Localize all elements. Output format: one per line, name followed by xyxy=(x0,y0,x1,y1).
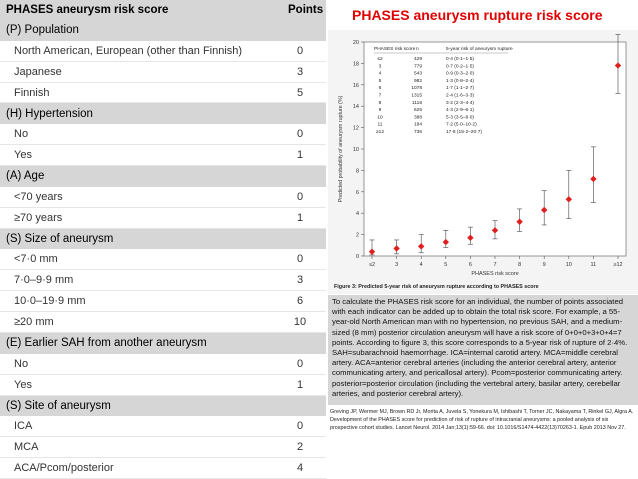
row-points: 0 xyxy=(296,420,304,433)
table-row xyxy=(0,416,326,437)
category-row xyxy=(0,20,326,41)
y-tick-label: 4 xyxy=(355,211,359,218)
table-row xyxy=(0,375,326,396)
x-tick-label: 11 xyxy=(590,262,597,268)
y-tick-label: 16 xyxy=(352,82,359,89)
row-points: 6 xyxy=(296,295,304,308)
chart-title: PHASES aneurysm rupture risk score xyxy=(352,7,603,23)
row-points: 0 xyxy=(296,128,304,141)
table-title: PHASES aneurysm risk score xyxy=(6,4,169,16)
row-label: 7·0–9·9 mm xyxy=(14,274,74,287)
inset-cell-n: 982 xyxy=(413,78,422,84)
table-row xyxy=(0,291,326,312)
table-row xyxy=(0,187,326,208)
row-label: <7·0 mm xyxy=(14,253,58,266)
category-row xyxy=(0,103,326,124)
y-tick-label: 10 xyxy=(352,147,359,153)
table-row xyxy=(0,250,326,271)
inset-cell-risk: 7·2 (5·0–10·2) xyxy=(446,122,477,128)
inset-cell-n: 736 xyxy=(413,130,422,135)
row-points: 2 xyxy=(296,441,304,454)
table-row xyxy=(0,83,326,104)
x-axis-label: PHASES risk score xyxy=(471,271,519,277)
row-label: ≥70 years xyxy=(14,211,63,224)
inset-cell-risk: 1·3 (0·8–2·4) xyxy=(446,78,474,84)
row-points: 10 xyxy=(293,316,307,328)
table-row xyxy=(0,437,326,458)
inset-cell-score: 4 xyxy=(378,71,382,77)
y-tick-label: 2 xyxy=(355,232,359,239)
score-explanation: To calculate the PHASES risk score for an individual, the number of points associated with each indicator can be added up to obtain the total risk score. For example, a 55-year-old North American man with no hypertension, no previous SAH, and a medium-sized (8 mm) posterior circulation aneurysm will have a risk score of 0+0+0+3+0+4=7 points. According to figure 3, this score corresponds to a 5-year risk of rupture of 2·4%. SAH=subarachnoid haemorrhage. ICA=internal carotid artery. MCA=middle cerebral artery. ACA=anterior cerebral arteries (including the anterior cerebral artery, anterior communicating artery, and pericallosal artery). Pcom=posterior communicating artery. posterior=posterior circulation (including the vertebral artery, basilar artery, cerebellar arteries, and posterior cerebral artery). xyxy=(328,295,638,405)
row-label: MCA xyxy=(14,441,39,454)
row-label: ACA/Pcom/posterior xyxy=(14,462,114,475)
inset-cell-risk: 1·7 (1·1–2·7) xyxy=(446,86,474,92)
inset-cell-risk: 4·3 (2·9–6·1) xyxy=(446,108,474,114)
x-tick-label: 8 xyxy=(518,262,522,268)
row-label: ≥20 mm xyxy=(14,316,54,328)
x-tick-label: ≥12 xyxy=(613,262,623,268)
x-tick-label: ≤2 xyxy=(368,262,376,268)
category-row xyxy=(0,333,326,354)
x-tick-label: 7 xyxy=(493,262,497,268)
row-points: 1 xyxy=(296,378,304,391)
inset-cell-n: 1315 xyxy=(411,93,422,99)
inset-cell-n: 1078 xyxy=(411,86,422,92)
inset-cell-score: 8 xyxy=(378,100,382,106)
row-label: North American, European (other than Finnish) xyxy=(14,44,243,57)
category-row xyxy=(0,396,326,417)
table-row xyxy=(0,270,326,291)
risk-figure xyxy=(328,30,638,294)
inset-cell-score: 5 xyxy=(378,78,382,84)
inset-cell-score: 9 xyxy=(378,108,382,114)
inset-cell-n: 779 xyxy=(413,64,422,70)
row-points: 0 xyxy=(296,190,304,203)
table-row xyxy=(0,41,326,62)
row-points: 3 xyxy=(296,65,304,78)
y-tick-label: 14 xyxy=(352,104,359,111)
inset-cell-n: 543 xyxy=(413,71,422,77)
inset-cell-risk: 3·2 (2·3–4·4) xyxy=(446,100,474,106)
table-row xyxy=(0,458,326,479)
inset-cell-n: 388 xyxy=(413,115,422,121)
table-row xyxy=(0,312,326,333)
inset-cell-n: 1118 xyxy=(412,100,422,106)
row-points: 4 xyxy=(296,462,304,475)
row-points: 1 xyxy=(296,149,304,162)
inset-cell-score: ≥12 xyxy=(376,130,384,135)
row-label: Japanese xyxy=(14,65,62,78)
row-label: Yes xyxy=(14,378,32,391)
inset-header-score: PHASES risk score xyxy=(374,47,416,52)
table-row xyxy=(0,124,326,145)
inset-cell-n: 429 xyxy=(413,57,422,62)
row-points: 0 xyxy=(296,253,304,266)
category-label: (P) Population xyxy=(6,24,79,37)
x-tick-label: 5 xyxy=(444,262,448,268)
row-label: No xyxy=(14,128,29,141)
row-label: Finnish xyxy=(14,86,50,99)
category-row xyxy=(0,166,326,187)
category-label: (S) Site of aneurysm xyxy=(6,399,111,412)
row-points: 1 xyxy=(296,211,304,224)
inset-cell-score: 6 xyxy=(378,86,382,92)
table-header xyxy=(0,0,326,20)
x-tick-label: 3 xyxy=(395,262,399,268)
y-axis-label: Predicted probability of aneurysm rupture (%) xyxy=(338,95,344,203)
row-points: 3 xyxy=(296,274,304,287)
y-tick-label: 12 xyxy=(352,125,359,132)
row-label: 10·0–19·9 mm xyxy=(14,295,86,308)
citation: Greving JP, Wermer MJ, Brown RD Jr, Morita A, Juvela S, Yonekura M, Ishibashi T, Torner JC, Nakayama T, Rinkel GJ, Algra A. Development of the PHASES score for prediction of risk of rupture of intracranial aneurysms: a pooled analysis of six prospective cohort studies. Lancet Neurol. 2014 Jan;13(1):59-66. doi: 10.1016/S1474-4422(13)70263-1. Epub 2013 Nov 27. xyxy=(330,409,634,431)
inset-cell-risk: 5·3 (3·5–8·0) xyxy=(446,115,474,121)
row-points: 5 xyxy=(296,86,304,99)
inset-cell-risk: 17·8 (15·2–20·7) xyxy=(446,130,482,135)
row-label: No xyxy=(14,357,29,370)
table-row xyxy=(0,208,326,229)
inset-header-n: n xyxy=(416,47,419,52)
inset-header-risk: 5-year risk of aneurysm rupture xyxy=(446,47,513,52)
x-tick-label: 4 xyxy=(419,262,423,268)
table-row xyxy=(0,145,326,166)
row-points: 0 xyxy=(296,357,304,370)
category-row xyxy=(0,229,326,250)
inset-cell-n: 625 xyxy=(413,108,422,114)
y-tick-label: 18 xyxy=(352,61,359,68)
row-label: Yes xyxy=(14,149,32,162)
category-label: (S) Size of aneurysm xyxy=(6,233,114,246)
inset-cell-risk: 0·9 (0·3–2·0) xyxy=(446,71,474,77)
points-header: Points xyxy=(288,4,324,16)
table-row xyxy=(0,354,326,375)
inset-cell-score: ≤2 xyxy=(377,57,383,62)
row-points: 0 xyxy=(296,44,304,57)
category-label: (E) Earlier SAH from another aneurysm xyxy=(6,337,207,350)
inset-cell-score: 10 xyxy=(377,115,383,121)
inset-cell-n: 184 xyxy=(413,122,422,128)
y-tick-label: 20 xyxy=(352,40,359,46)
y-tick-label: 0 xyxy=(355,254,359,260)
inset-cell-score: 7 xyxy=(378,93,382,99)
x-tick-label: 10 xyxy=(565,262,572,268)
inset-cell-risk: 0·7 (0·2–1·5) xyxy=(446,64,474,70)
inset-cell-risk: 2·4 (1·6–3·3) xyxy=(446,93,474,99)
x-tick-label: 9 xyxy=(542,262,546,268)
figure-caption: Figure 3: Predicted 5-year risk of aneurysm rupture according to PHASES score xyxy=(334,284,539,290)
category-label: (A) Age xyxy=(6,170,45,183)
y-tick-label: 6 xyxy=(355,189,359,196)
inset-cell-risk: 0·4 (0·1–1·5) xyxy=(446,57,474,62)
risk-chart xyxy=(328,30,638,294)
inset-cell-score: 11 xyxy=(377,122,383,128)
x-tick-label: 6 xyxy=(468,262,472,268)
inset-cell-score: 3 xyxy=(378,64,382,70)
table-row xyxy=(0,62,326,83)
row-label: <70 years xyxy=(14,190,63,203)
row-label: ICA xyxy=(14,420,33,433)
category-label: (H) Hypertension xyxy=(6,107,93,120)
y-tick-label: 8 xyxy=(355,168,359,175)
